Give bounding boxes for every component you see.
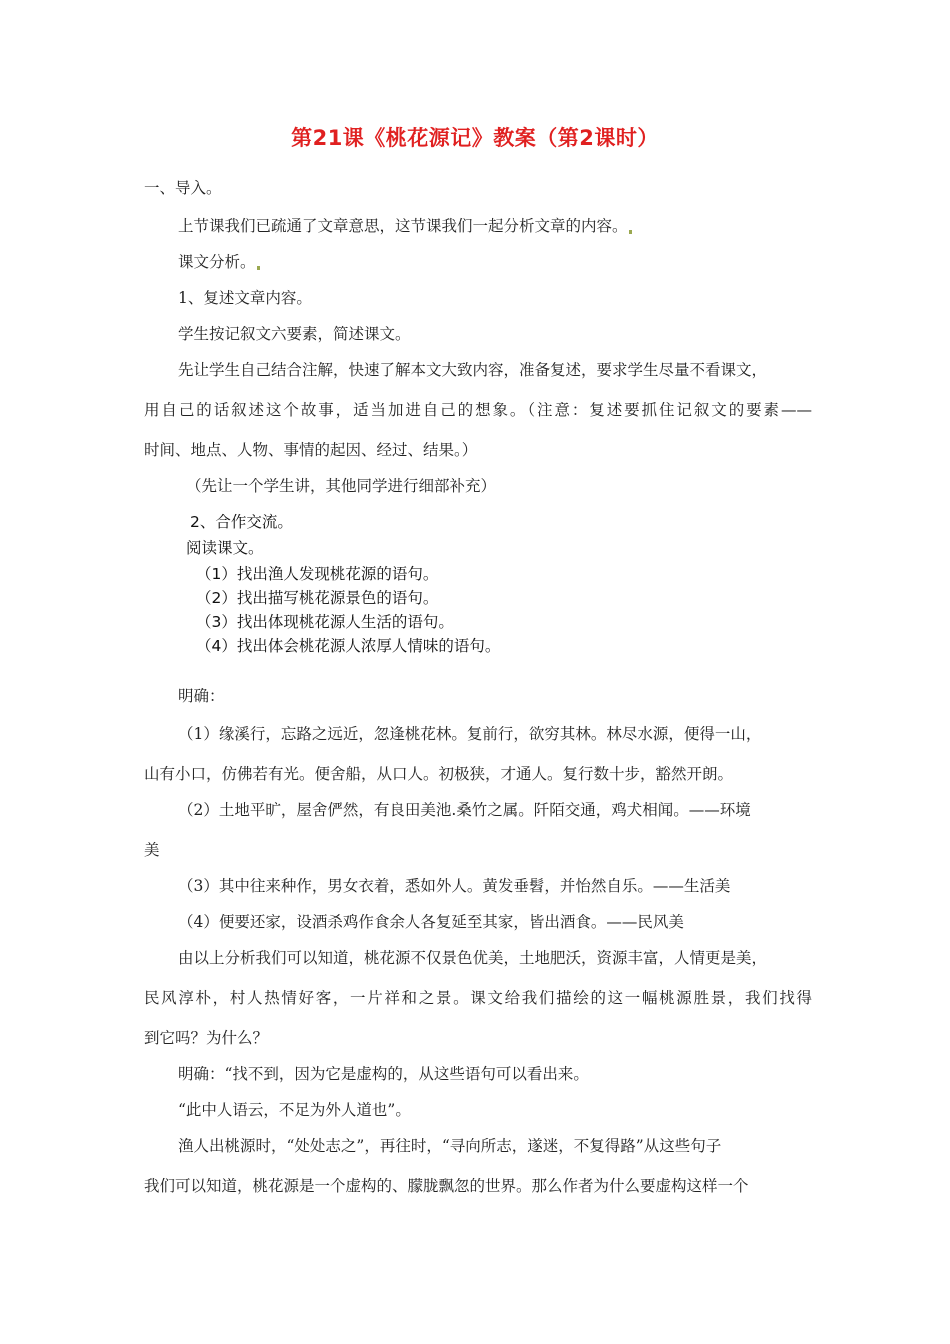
paragraph-line: 课文分析。 bbox=[178, 252, 260, 272]
paragraph-line: 民风淳朴，村人热情好客，一片祥和之景。课文给我们描绘的这一幅桃源胜景，我们找得 bbox=[144, 989, 812, 1007]
paragraph-line: 时间、地点、人物、事情的起因、经过、结果。） bbox=[144, 441, 478, 459]
paragraph-line: 到它吗？为什么？ bbox=[144, 1029, 269, 1047]
paragraph-line: （3）其中往来种作，男女衣着，悉如外人。黄发垂髫，并怡然自乐。——生活美 bbox=[178, 877, 731, 895]
paragraph-line: 美 bbox=[144, 841, 160, 859]
embedded-image-task-list bbox=[180, 508, 600, 658]
task-item: （1）找出渔人发现桃花源的语句。 bbox=[196, 565, 439, 583]
paragraph-line: 用自己的话叙述这个故事，适当加进自己的想象。（注意：复述要抓住记叙文的要素—— bbox=[144, 401, 812, 419]
paragraph-line: 1、复述文章内容。 bbox=[178, 289, 312, 307]
paragraph-line: 明确：“找不到，因为它是虚构的，从这些语句可以看出来。 bbox=[178, 1065, 589, 1083]
paragraph-line: （2）土地平旷，屋舍俨然，有良田美池.桑竹之属。阡陌交通，鸡犬相闻。——环境 bbox=[178, 801, 751, 819]
paragraph-line: 上节课我们已疏通了文章意思，这节课我们一起分析文章的内容。 bbox=[178, 216, 632, 236]
paragraph-line: 我们可以知道，桃花源是一个虚构的、朦胧飘忽的世界。那么作者为什么要虚构这样一个 bbox=[144, 1177, 749, 1195]
paragraph-line: （先让一个学生讲，其他同学进行细部补充） bbox=[186, 477, 497, 495]
paragraph-line: （1）缘溪行，忘路之远近，忽逢桃花林。复前行，欲穷其林。林尽水源，便得一山， bbox=[178, 725, 762, 743]
paragraph-line: “此中人语云，不足为外人道也”。 bbox=[178, 1101, 411, 1119]
paragraph-line: 渔人出桃源时，“处处志之”，再往时，“寻向所志，遂迷，不复得路”从这些句子 bbox=[178, 1137, 722, 1155]
document-title: 第21课《桃花源记》教案（第2课时） bbox=[291, 126, 659, 150]
scan-mark bbox=[629, 230, 632, 234]
paragraph-line: 先让学生自己结合注解，快速了解本文大致内容，准备复述，要求学生尽量不看课文， bbox=[178, 361, 768, 379]
paragraph-line: （4）便要还家，设酒杀鸡作食余人各复延至其家，皆出酒食。——民风美 bbox=[178, 913, 684, 931]
section-heading-intro: 一、导入。 bbox=[144, 179, 222, 197]
task-item: （3）找出体现桃花源人生活的语句。 bbox=[196, 613, 454, 631]
paragraph-line: 学生按记叙文六要素，简述课文。 bbox=[178, 325, 411, 343]
paragraph-line: 山有小口，仿佛若有光。便舍船，从口人。初极狭，才通人。复行数十步，豁然开朗。 bbox=[144, 765, 734, 783]
task-heading: 2、合作交流。 bbox=[190, 513, 293, 531]
task-item: （4）找出体会桃花源人浓厚人情味的语句。 bbox=[196, 637, 501, 655]
task-subheading: 阅读课文。 bbox=[186, 539, 264, 557]
scan-mark bbox=[257, 266, 260, 270]
paragraph-line: 明确： bbox=[178, 687, 225, 705]
paragraph-line: 由以上分析我们可以知道，桃花源不仅景色优美，土地肥沃，资源丰富，人情更是美， bbox=[178, 949, 768, 967]
task-item: （2）找出描写桃花源景色的语句。 bbox=[196, 589, 439, 607]
